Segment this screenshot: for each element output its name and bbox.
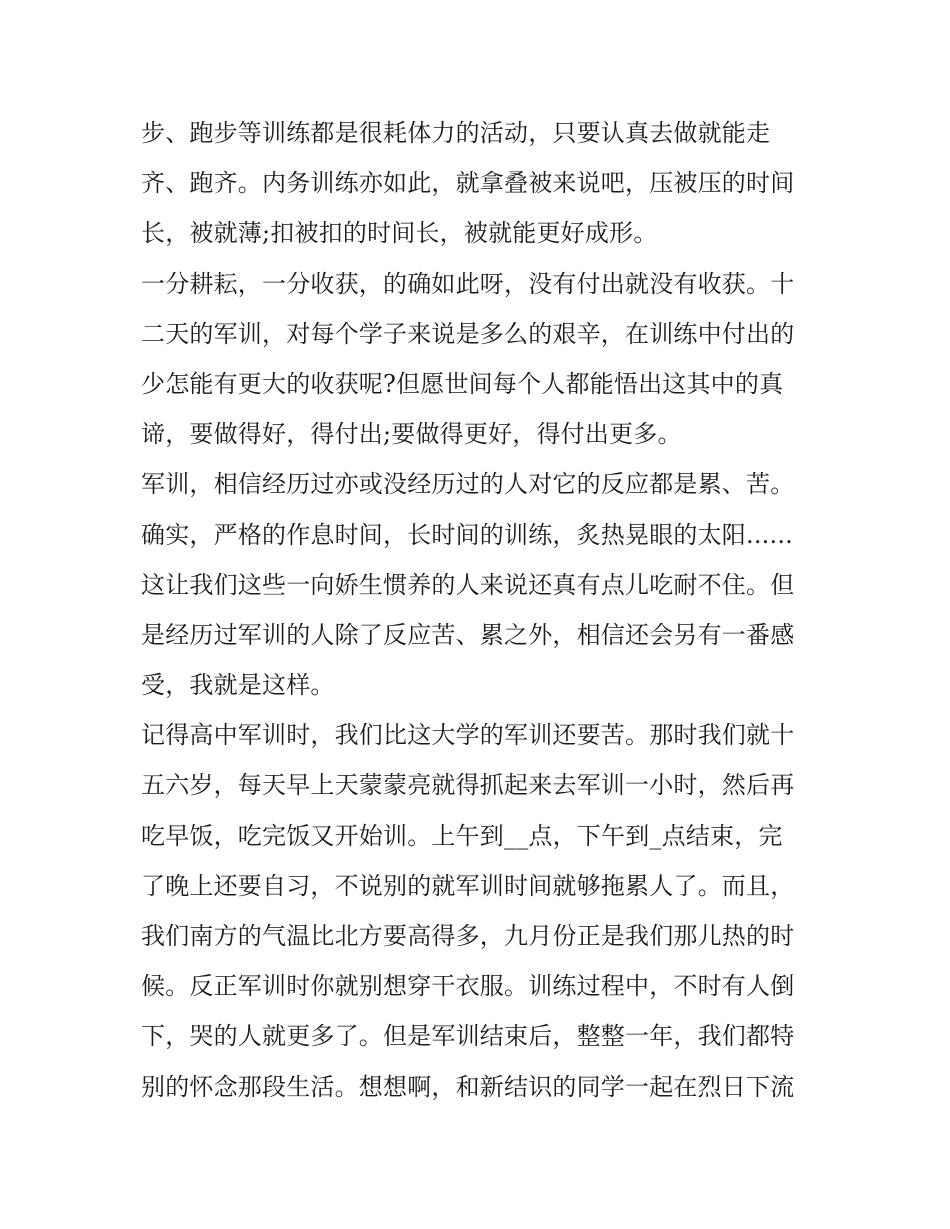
document-body [141,108,821,1112]
text-line: 了晚上还要自习，不说别的就军训时间就够拖累人了。而且， [141,871,795,900]
text-line: 齐、跑齐。内务训练亦如此，就拿叠被来说吧，压被压的时间 [141,169,795,198]
paragraph-3 [141,459,821,710]
text-line: 长，被就薄;扣被扣的时间长，被就能更好成形。 [141,219,658,248]
text-line: 少怎能有更大的收获呢?但愿世间每个人都能悟出这其中的真 [141,369,784,398]
text-line: 我们南方的气温比北方要高得多，九月份正是我们那儿热的时 [141,922,795,950]
text-line: 这让我们这些一向娇生惯养的人来说还真有点儿吃耐不住。但 [141,570,795,599]
text-line: 五六岁，每天早上天蒙蒙亮就得抓起来去军训一小时，然后再 [141,771,795,800]
text-line: 谛，要做得好，得付出;要做得更好，得付出更多。 [141,420,682,449]
paragraph-4 [141,710,821,1112]
text-line: 一分耕耘，一分收获，的确如此呀，没有付出就没有收获。十 [141,269,795,298]
text-line: 候。反正军训时你就别想穿干衣服。训练过程中，不时有人倒 [141,972,795,1001]
text-line: 下，哭的人就更多了。但是军训结束后，整整一年，我们都特 [141,1022,795,1051]
text-line: 步、跑步等训练都是很耗体力的活动，只要认真去做就能走 [141,119,771,147]
text-line: 是经历过军训的人除了反应苦、累之外，相信还会另有一番感 [141,620,795,649]
paragraph-2 [141,259,821,460]
paragraph-1 [141,108,821,259]
text-line: 受，我就是这样。 [141,671,335,700]
text-line: 二天的军训，对每个学子来说是多么的艰辛，在训练中付出的 [141,319,795,348]
text-line: 别的怀念那段生活。想想啊，和新结识的同学一起在烈日下流 [141,1072,795,1101]
text-line: 确实，严格的作息时间，长时间的训练，炙热晃眼的太阳...... [141,520,793,549]
text-line: 吃早饭，吃完饭又开始训。上午到__点，下午到_点结束，完 [141,821,783,850]
text-line: 军训，相信经历过亦或没经历过的人对它的反应都是累、苦。 [141,470,795,499]
text-line: 记得高中军训时，我们比这大学的军训还要苦。那时我们就十 [141,721,795,750]
